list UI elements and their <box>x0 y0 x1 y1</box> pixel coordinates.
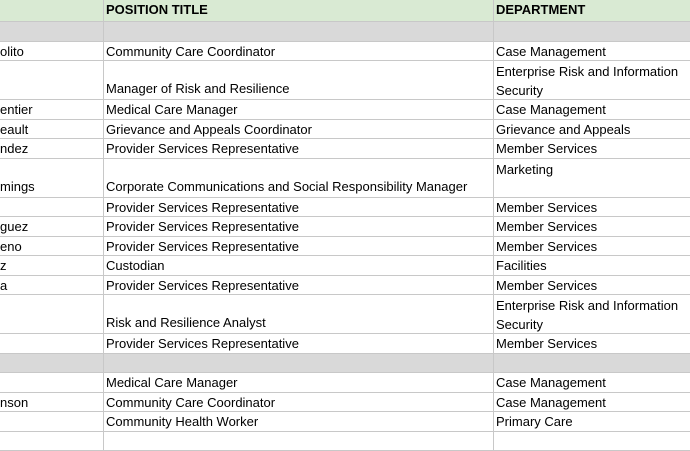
name-cell[interactable] <box>0 61 104 99</box>
table-row <box>0 256 690 276</box>
header-row <box>0 0 690 22</box>
table-row <box>0 295 690 334</box>
table-row <box>0 198 690 218</box>
name-cell[interactable]: mings <box>0 159 104 197</box>
position-title-cell[interactable]: Medical Care Manager <box>104 100 494 119</box>
position-title-cell[interactable] <box>104 354 494 373</box>
table-row <box>0 432 690 451</box>
header-cell-department[interactable]: DEPARTMENT <box>494 0 690 21</box>
table-row <box>0 373 690 393</box>
name-cell[interactable] <box>0 22 104 41</box>
position-title-cell[interactable]: Provider Services Representative <box>104 198 494 217</box>
department-cell[interactable]: Member Services <box>494 198 690 217</box>
name-cell[interactable]: a <box>0 276 104 295</box>
name-cell[interactable]: ndez <box>0 139 104 158</box>
table-row <box>0 139 690 159</box>
table-row <box>0 120 690 140</box>
department-cell[interactable]: Grievance and Appeals <box>494 120 690 139</box>
position-title-cell[interactable]: Community Care Coordinator <box>104 393 494 412</box>
position-title-cell[interactable]: Provider Services Representative <box>104 139 494 158</box>
table-row <box>0 100 690 120</box>
position-title-cell[interactable]: Risk and Resilience Analyst <box>104 295 494 333</box>
position-title-cell[interactable]: Corporate Communications and Social Responsibility Manager <box>104 159 494 197</box>
name-cell[interactable]: nson <box>0 393 104 412</box>
department-cell[interactable]: Member Services <box>494 334 690 353</box>
position-title-cell[interactable]: Community Health Worker <box>104 412 494 431</box>
table-row <box>0 412 690 432</box>
department-cell[interactable]: Enterprise Risk and Information Security <box>494 61 690 99</box>
table-row <box>0 159 690 198</box>
name-cell[interactable] <box>0 295 104 333</box>
department-cell[interactable] <box>494 432 690 451</box>
name-cell[interactable] <box>0 198 104 217</box>
table-row <box>0 334 690 354</box>
name-cell[interactable] <box>0 412 104 431</box>
department-cell[interactable]: Facilities <box>494 256 690 275</box>
department-cell[interactable] <box>494 354 690 373</box>
name-cell[interactable]: eno <box>0 237 104 256</box>
table-row <box>0 276 690 296</box>
name-cell[interactable]: olito <box>0 42 104 61</box>
name-cell[interactable] <box>0 354 104 373</box>
department-cell[interactable]: Member Services <box>494 139 690 158</box>
position-title-cell[interactable]: Provider Services Representative <box>104 217 494 236</box>
name-cell[interactable]: entier <box>0 100 104 119</box>
name-cell[interactable]: guez <box>0 217 104 236</box>
name-cell[interactable] <box>0 432 104 451</box>
position-title-cell[interactable] <box>104 22 494 41</box>
table-row <box>0 237 690 257</box>
department-cell[interactable]: Case Management <box>494 393 690 412</box>
table-row <box>0 393 690 413</box>
position-title-cell[interactable]: Provider Services Representative <box>104 276 494 295</box>
department-cell[interactable]: Enterprise Risk and Information Security <box>494 295 690 333</box>
department-cell[interactable]: Member Services <box>494 276 690 295</box>
name-cell[interactable] <box>0 334 104 353</box>
table-row <box>0 22 690 42</box>
department-cell[interactable]: Marketing <box>494 159 690 197</box>
header-cell-position-title[interactable]: POSITION TITLE <box>104 0 494 21</box>
position-title-cell[interactable]: Provider Services Representative <box>104 334 494 353</box>
table-row <box>0 42 690 62</box>
department-cell[interactable]: Case Management <box>494 100 690 119</box>
department-cell[interactable] <box>494 22 690 41</box>
header-cell-name[interactable] <box>0 0 104 21</box>
position-title-cell[interactable] <box>104 432 494 451</box>
department-cell[interactable]: Case Management <box>494 42 690 61</box>
position-title-cell[interactable]: Manager of Risk and Resilience <box>104 61 494 99</box>
name-cell[interactable] <box>0 373 104 392</box>
position-title-cell[interactable]: Grievance and Appeals Coordinator <box>104 120 494 139</box>
position-title-cell[interactable]: Medical Care Manager <box>104 373 494 392</box>
department-cell[interactable]: Member Services <box>494 217 690 236</box>
table-row <box>0 61 690 100</box>
name-cell[interactable]: eault <box>0 120 104 139</box>
position-title-cell[interactable]: Community Care Coordinator <box>104 42 494 61</box>
position-title-cell[interactable]: Custodian <box>104 256 494 275</box>
table-row <box>0 217 690 237</box>
department-cell[interactable]: Primary Care <box>494 412 690 431</box>
department-cell[interactable]: Case Management <box>494 373 690 392</box>
name-cell[interactable]: z <box>0 256 104 275</box>
position-title-cell[interactable]: Provider Services Representative <box>104 237 494 256</box>
table-row <box>0 354 690 374</box>
department-cell[interactable]: Member Services <box>494 237 690 256</box>
